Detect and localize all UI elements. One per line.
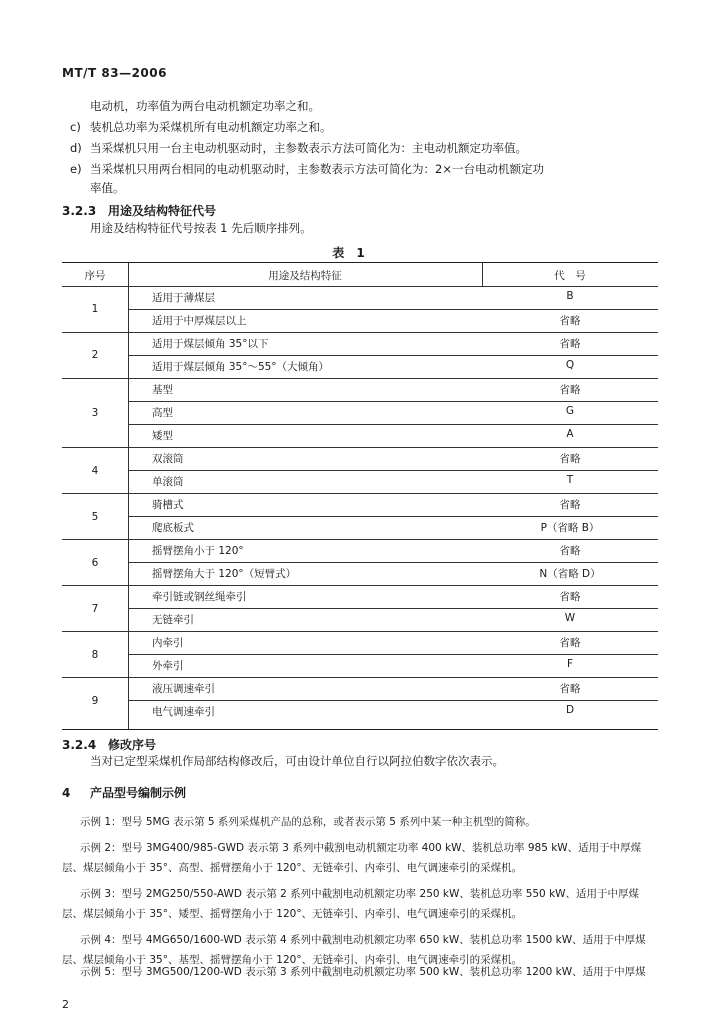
table-row: 无链牵引 W — [152, 612, 576, 626]
table-row: 单滚筒 T — [152, 474, 574, 488]
table-row: 适用于煤层倾角 35°以下 省略 — [152, 338, 581, 350]
group-number: 1 — [91, 303, 99, 315]
table-row: 双滚筒 省略 — [152, 453, 581, 465]
group-number: 3 — [91, 407, 99, 419]
group-number: 5 — [91, 511, 99, 523]
table-row: 高型 G — [152, 405, 575, 419]
col-header-feature: 用途及结构特征 — [268, 270, 342, 282]
intro-item-d: d) 当采煤机只用一台主电动机驱动时，主参数表示方法可简化为：主电动机额定功率值。 — [70, 141, 527, 155]
group-number: 7 — [91, 603, 99, 615]
table-row: 液压调速牵引 省略 — [152, 683, 581, 695]
table-row: 摇臂摆角大于 120°（短臂式） N（省略 D） — [152, 568, 601, 580]
group-number: 6 — [91, 557, 99, 569]
example-3: 示例 3：型号 2MG250/550-AWD 表示第 2 系列中截割电动机额定功率 250 kW、装机总功率 550 kW、适用于中厚煤 层、煤层倾角小于 35°、矮型、摇臂摆角小于 120°、无链牵引、内牵引、电气调速牵引的采煤机。 — [62, 888, 640, 920]
table-row: 适用于薄煤层 B — [152, 290, 574, 304]
section-3-2-4-body: 当对已定型采煤机作局部结构修改后，可由设计单位自行以阿拉伯数字依次表示。 — [90, 754, 504, 768]
table-row: 骑槽式 省略 — [152, 499, 581, 511]
table-header-row — [62, 263, 658, 286]
running-header: MT/T 83—2006 — [62, 66, 167, 80]
table-row: 内牵引 省略 — [152, 637, 581, 649]
example-2: 示例 2：型号 3MG400/985-GWD 表示第 3 系列中截割电动机额定功率 400 kW、装机总功率 985 kW、适用于中厚煤 层、煤层倾角小于 35°、高型、摇臂摆角小于 120°、无链牵引、内牵引、电气调速牵引的采煤机。 — [62, 842, 642, 874]
table-row: 基型 省略 — [152, 384, 581, 396]
intro-item-e: e) 当采煤机只用两台相同的电动机驱动时，主参数表示方法可简化为：2×一台电动机额定功 — [70, 162, 544, 176]
table-row: 适用于中厚煤层以上 省略 — [152, 315, 581, 327]
section-3-2-3-heading: 3.2.3 用途及结构特征代号 — [62, 204, 217, 218]
table-row: 矮型 A — [152, 428, 574, 442]
intro-line-1: 电动机，功率值为两台电动机额定功率之和。 — [90, 99, 320, 113]
example-4: 示例 4：型号 4MG650/1600-WD 表示第 4 系列中截割电动机额定功率 650 kW、装机总功率 1500 kW、适用于中厚煤 层、煤层倾角小于 35°、基型、摇臂摆角小于 120°、无链牵引、内牵引、电气调速牵引的采煤机。 — [62, 934, 646, 966]
table-row: 牵引链或钢丝绳牵引 省略 — [152, 591, 581, 603]
group-number: 9 — [91, 695, 99, 707]
section-4-heading: 4 产品型号编制示例 — [62, 786, 187, 800]
table-row: 外牵引 F — [152, 658, 574, 672]
section-3-2-4-heading: 3.2.4 修改序号 — [62, 738, 157, 752]
table-caption: 表 1 — [332, 246, 369, 260]
page-number: 2 — [62, 998, 69, 1011]
col-divider-2-header — [482, 263, 483, 286]
col-header-seq: 序号 — [84, 270, 106, 282]
group-number: 4 — [91, 465, 99, 477]
example-5: 示例 5：型号 3MG500/1200-WD 表示第 3 系列中截割电动机额定功率 500 kW、装机总功率 1200 kW、适用于中厚煤 — [80, 966, 646, 978]
table-row: 适用于煤层倾角 35°～55°（大倾角） Q — [152, 359, 575, 373]
col-header-code: 代 号 — [554, 270, 586, 282]
group-number: 2 — [91, 349, 99, 361]
table-row: 爬底板式 P（省略 B） — [152, 522, 600, 534]
group-number: 8 — [91, 649, 99, 661]
example-1: 示例 1：型号 5MG 表示第 5 系列采煤机产品的总称，或者表示第 5 系列中某一种主机型的简称。 — [80, 816, 536, 828]
table-1 — [62, 262, 658, 730]
table-row: 电气调速牵引 D — [152, 704, 575, 718]
table-row: 摇臂摆角小于 120° 省略 — [152, 545, 581, 557]
section-3-2-3-body: 用途及结构特征代号按表 1 先后顺序排列。 — [90, 221, 312, 235]
intro-item-c: c) 装机总功率为采煤机所有电动机额定功率之和。 — [70, 120, 332, 134]
intro-item-e-cont: 率值。 — [90, 181, 125, 195]
